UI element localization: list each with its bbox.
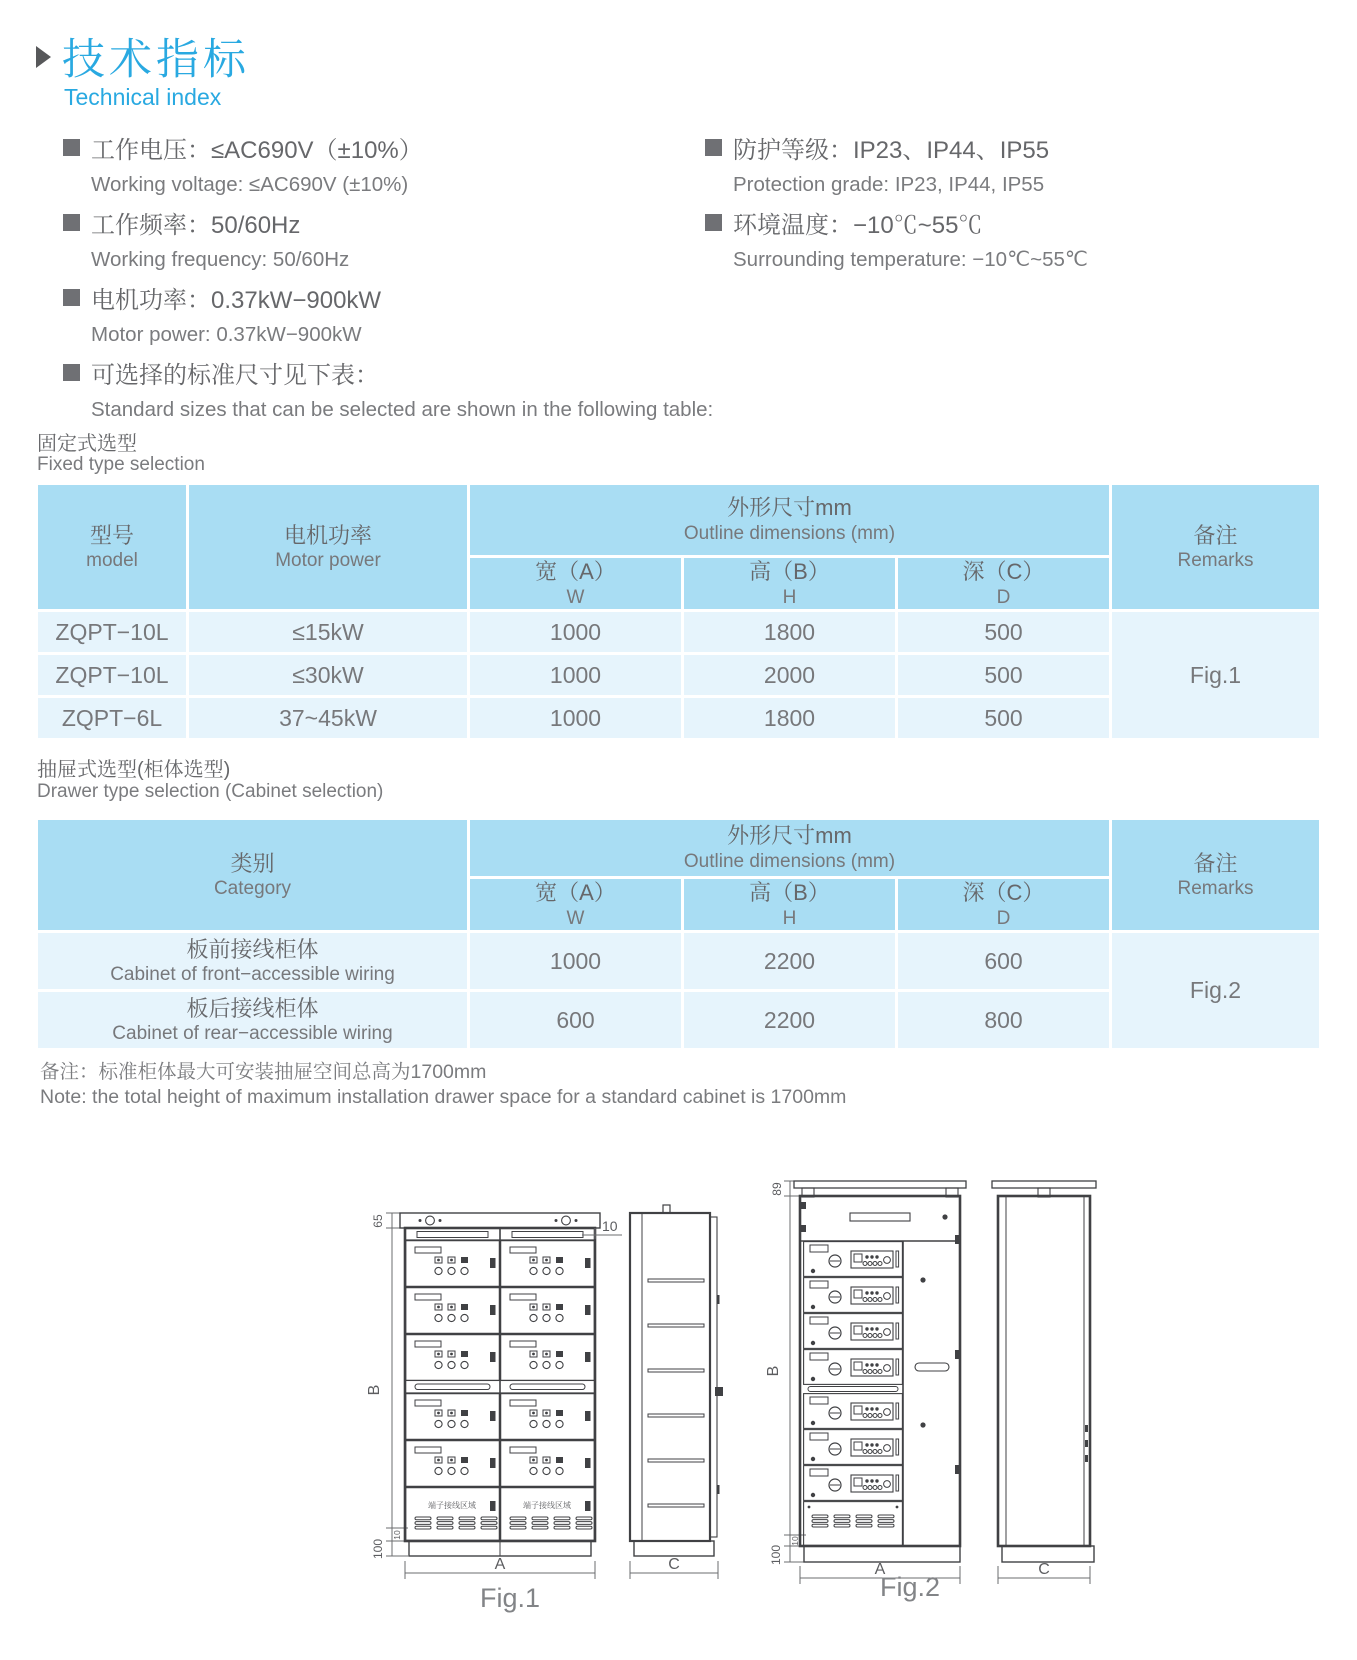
table-header-row <box>38 485 1319 555</box>
fig1-dimensions-left <box>366 1213 408 1559</box>
cell-depth: 500 <box>898 612 1109 652</box>
cell-model: ZQPT−10L <box>38 655 186 695</box>
cell-height: 2200 <box>684 933 895 989</box>
cell-height: 1800 <box>684 698 895 738</box>
bullet-square-icon <box>63 214 80 231</box>
spec-en-text: Surrounding temperature: −10℃~55℃ <box>733 248 1088 271</box>
drawer-section-title-en: Drawer type selection (Cabinet selection) <box>37 781 384 802</box>
fig2-side-view <box>992 1181 1096 1562</box>
col-header-motor-power: 电机功率 Motor power <box>189 485 467 609</box>
dim-label: 65 <box>371 1214 385 1228</box>
cell-width: 600 <box>470 992 681 1048</box>
col-header-depth: 深（C） D <box>898 879 1109 930</box>
col-header-outline-dimensions: 外形尺寸mm Outline dimensions (mm) <box>470 485 1109 555</box>
cell-remark: Fig.1 <box>1112 612 1319 738</box>
fixed-section-title-zh: 固定式选型 <box>37 433 137 455</box>
page-title: 技术指标 <box>62 36 250 84</box>
cell-model: ZQPT−6L <box>38 698 186 738</box>
cell-depth: 600 <box>898 933 1109 989</box>
cell-depth: 800 <box>898 992 1109 1048</box>
col-header-model: 型号 model <box>38 485 186 609</box>
dim-label: C <box>668 1556 680 1573</box>
spec-motor-power <box>63 278 703 353</box>
terminal-area-label: 端子接线区域 <box>428 1501 476 1510</box>
col-header-remarks: 备注 Remarks <box>1112 485 1319 609</box>
section-marker-arrow-icon <box>36 46 51 68</box>
spec-zh-text: 工作电压：≤AC690V（±10%） <box>91 136 423 164</box>
cell-power: ≤30kW <box>189 655 467 695</box>
cell-height: 2000 <box>684 655 895 695</box>
cell-width: 1000 <box>470 612 681 652</box>
cell-height: 2200 <box>684 992 895 1048</box>
dim-label: A <box>874 1561 886 1578</box>
spec-en-text: Working voltage: ≤AC690V (±10%) <box>91 172 409 196</box>
col-header-width: 宽（A） W <box>470 558 681 609</box>
bullet-square-icon <box>63 364 80 381</box>
drawer-type-table <box>35 817 1322 1051</box>
bullet-square-icon <box>63 289 80 306</box>
cell-width: 1000 <box>470 698 681 738</box>
spec-working-voltage <box>63 128 703 203</box>
dim-label: 10 <box>392 1530 402 1540</box>
dim-label: B <box>366 1384 383 1396</box>
fig2-front-view <box>794 1181 966 1562</box>
bullet-square-icon <box>705 139 722 156</box>
spec-en-text: Working frequency: 50/60Hz <box>91 247 350 271</box>
col-header-depth: 深（C） D <box>898 558 1109 609</box>
fig2-caption: Fig.2 <box>879 1572 941 1602</box>
cell-remark: Fig.2 <box>1112 933 1319 1048</box>
fig1-drawing <box>330 1195 730 1625</box>
bullet-square-icon <box>705 214 722 231</box>
fixed-type-table <box>35 482 1322 741</box>
spec-working-frequency <box>63 203 703 278</box>
cell-width: 1000 <box>470 655 681 695</box>
cell-power: ≤15kW <box>189 612 467 652</box>
cell-model: ZQPT−10L <box>38 612 186 652</box>
col-header-category: 类别 Category <box>38 820 467 930</box>
spec-table-intro <box>63 353 714 428</box>
bullet-square-icon <box>63 139 80 156</box>
cell-category: 板前接线柜体 Cabinet of front−accessible wiring <box>38 933 467 989</box>
spec-list-right <box>705 128 1305 278</box>
spec-en-text: Standard sizes that can be selected are shown in the following table: <box>91 397 714 421</box>
col-header-remarks: 备注 Remarks <box>1112 820 1319 930</box>
spec-en-text: Motor power: 0.37kW−900kW <box>91 322 362 346</box>
spec-protection-grade <box>705 128 1305 203</box>
fixed-section-title-en: Fixed type selection <box>37 454 205 475</box>
cell-width: 1000 <box>470 933 681 989</box>
drawer-section-title-zh: 抽屉式选型(柜体选型) <box>37 759 231 781</box>
dim-label: 89 <box>770 1182 784 1196</box>
col-header-width: 宽（A） W <box>470 879 681 930</box>
terminal-area-label: 端子接线区域 <box>523 1501 571 1510</box>
col-header-height: 高（B） H <box>684 879 895 930</box>
fig2-drawing <box>690 1095 1120 1595</box>
note-zh: 备注：标准柜体最大可安装抽屉空间总高为1700mm <box>40 1061 487 1083</box>
table-row <box>38 933 1319 989</box>
dim-label: B <box>765 1365 782 1377</box>
page-subtitle: Technical index <box>64 84 222 110</box>
spec-en-text: Protection grade: IP23, IP44, IP55 <box>733 172 1045 196</box>
dim-label: 100 <box>769 1544 783 1566</box>
note-en: Note: the total height of maximum installation drawer space for a standard cabinet is 1700mm <box>40 1086 847 1108</box>
table-row <box>38 612 1319 652</box>
col-header-outline-dimensions: 外形尺寸mm Outline dimensions (mm) <box>470 820 1109 876</box>
spec-zh-text: 环境温度：−10℃~55℃ <box>733 211 983 239</box>
fig1-caption: Fig.1 <box>479 1583 541 1613</box>
spec-zh-text: 防护等级：IP23、IP44、IP55 <box>733 136 1050 164</box>
spec-ambient-temperature <box>705 203 1305 278</box>
cell-power: 37~45kW <box>189 698 467 738</box>
fig1-dimensions-bottom <box>405 1556 718 1579</box>
dim-label: 10 <box>790 1536 800 1546</box>
cell-category: 板后接线柜体 Cabinet of rear−accessible wiring <box>38 992 467 1048</box>
dim-label: 10 <box>602 1218 618 1234</box>
spec-zh-text: 电机功率：0.37kW−900kW <box>91 286 382 314</box>
dim-label: A <box>494 1556 506 1573</box>
fig1-front-view <box>400 1213 600 1556</box>
cell-height: 1800 <box>684 612 895 652</box>
dim-label: C <box>1038 1561 1050 1578</box>
spec-list-left <box>63 128 714 428</box>
col-header-height: 高（B） H <box>684 558 895 609</box>
dim-label: 100 <box>371 1538 385 1560</box>
cell-depth: 500 <box>898 698 1109 738</box>
spec-zh-text: 可选择的标准尺寸见下表： <box>91 361 379 389</box>
spec-zh-text: 工作频率：50/60Hz <box>91 211 301 239</box>
cell-depth: 500 <box>898 655 1109 695</box>
table-header-row <box>38 820 1319 876</box>
